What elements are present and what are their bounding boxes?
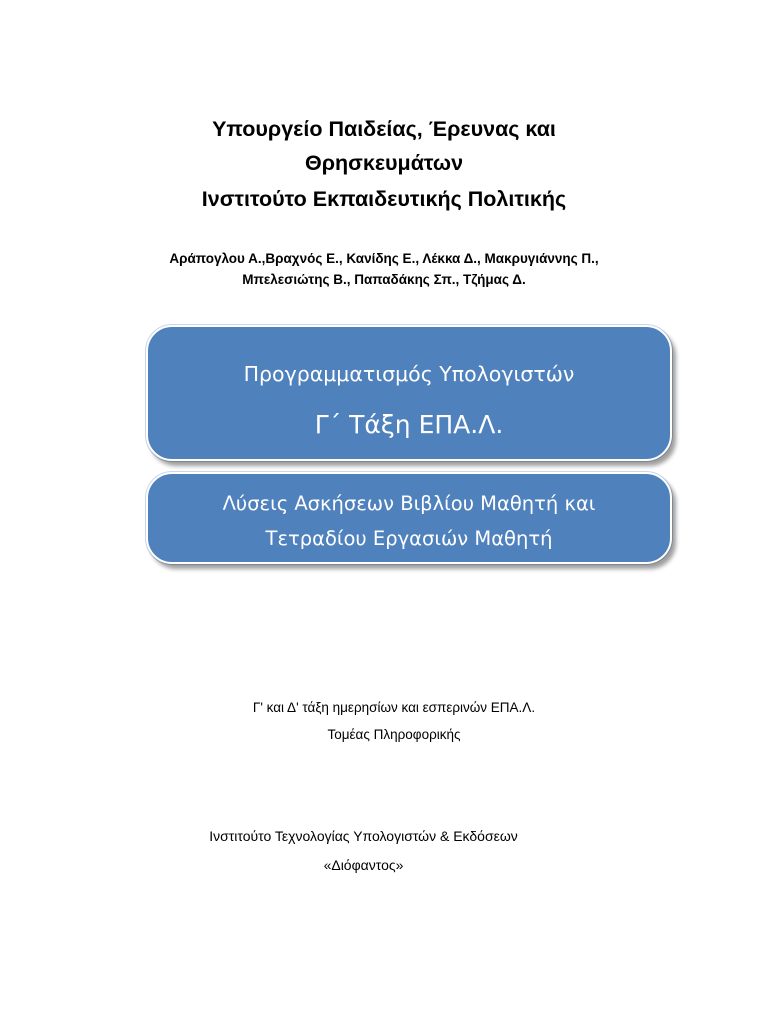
publisher-line-1: Ινστιτούτο Τεχνολογίας Υπολογιστών & Εκδόσεων xyxy=(209,828,518,844)
subtitle-line-1: Λύσεις Ασκήσεων Βιβλίου Μαθητή και xyxy=(222,492,596,515)
subtitle-box xyxy=(146,472,672,564)
authors-line-1: Αράπογλου Α.,Βραχνός Ε., Κανίδης Ε., Λέκκα Δ., Μακρυγιάννης Π., xyxy=(169,251,599,266)
authors-line-2: Μπελεσιώτης Β., Παπαδάκης Σπ., Τζήμας Δ. xyxy=(242,272,526,287)
institute-name: Ινστιτούτο Εκπαιδευτικής Πολιτικής xyxy=(201,187,567,211)
ministry-name-line-1: Υπουργείο Παιδείας, Έρευνας και xyxy=(212,117,556,141)
ministry-name-line-2: Θρησκευμάτων xyxy=(304,151,464,175)
title-box xyxy=(146,325,672,461)
document-header xyxy=(0,112,768,216)
subtitle-line-2: Τετραδίου Εργασιών Μαθητή xyxy=(265,527,553,550)
course-grade: Γ΄ Τάξη ΕΠΑ.Λ. xyxy=(314,410,504,439)
authors-list xyxy=(0,248,768,290)
publisher-line-2: «Διόφαντος» xyxy=(323,857,404,873)
publisher-info xyxy=(0,822,727,880)
sector-line-2: Τομέας Πληροφορικής xyxy=(327,727,461,742)
sector-line-1: Γ' και Δ' τάξη ημερησίων και εσπερινών ΕΠΑ.Λ. xyxy=(252,700,536,715)
course-subject: Προγραμματισμός Υπολογιστών xyxy=(243,362,575,386)
sector-info xyxy=(0,694,768,748)
